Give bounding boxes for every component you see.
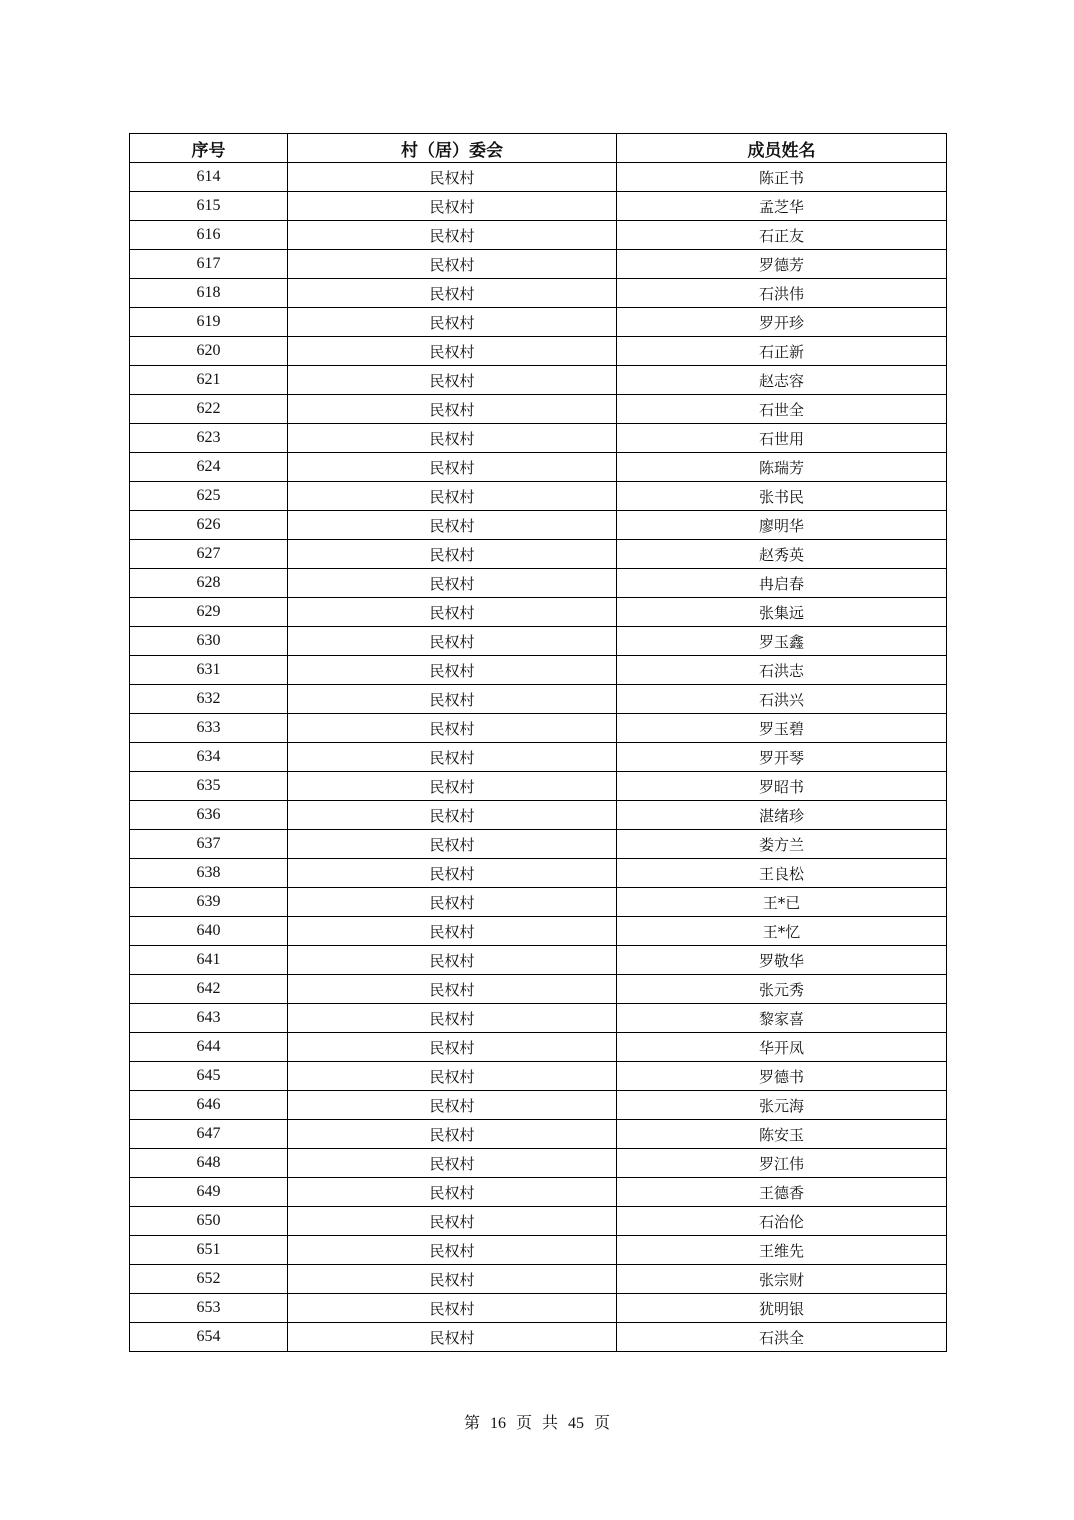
table-row: [130, 395, 947, 424]
cell-member-name: 华开凤: [617, 1033, 947, 1062]
cell-committee: 民权村: [288, 888, 617, 917]
table-row: [130, 830, 947, 859]
cell-seq: 643: [130, 1004, 288, 1033]
table-row: [130, 1091, 947, 1120]
footer-total-unit: 页: [594, 1413, 611, 1432]
table-row: [130, 975, 947, 1004]
cell-seq: 616: [130, 221, 288, 250]
table-row: [130, 917, 947, 946]
cell-committee: 民权村: [288, 1178, 617, 1207]
cell-member-name: 石洪伟: [617, 279, 947, 308]
cell-seq: 632: [130, 685, 288, 714]
cell-seq: 646: [130, 1091, 288, 1120]
table-row: [130, 163, 947, 192]
cell-committee: 民权村: [288, 482, 617, 511]
cell-member-name: 石洪兴: [617, 685, 947, 714]
cell-seq: 620: [130, 337, 288, 366]
cell-seq: 621: [130, 366, 288, 395]
cell-member-name: 娄方兰: [617, 830, 947, 859]
cell-seq: 617: [130, 250, 288, 279]
table-row: [130, 192, 947, 221]
table-row: [130, 627, 947, 656]
table-row: [130, 1004, 947, 1033]
cell-committee: 民权村: [288, 743, 617, 772]
table-row: [130, 279, 947, 308]
table-row: [130, 1149, 947, 1178]
cell-committee: 民权村: [288, 424, 617, 453]
cell-committee: 民权村: [288, 859, 617, 888]
cell-member-name: 罗敬华: [617, 946, 947, 975]
table-row: [130, 250, 947, 279]
cell-member-name: 张书民: [617, 482, 947, 511]
cell-committee: 民权村: [288, 540, 617, 569]
cell-seq: 650: [130, 1207, 288, 1236]
cell-committee: 民权村: [288, 598, 617, 627]
table-row: [130, 1207, 947, 1236]
cell-member-name: 罗玉鑫: [617, 627, 947, 656]
table-row: [130, 743, 947, 772]
table-header-row: [130, 134, 947, 163]
table-row: [130, 511, 947, 540]
table-row: [130, 1323, 947, 1352]
cell-member-name: 张宗财: [617, 1265, 947, 1294]
cell-seq: 625: [130, 482, 288, 511]
cell-seq: 649: [130, 1178, 288, 1207]
footer-total-pages: 45: [568, 1415, 585, 1432]
cell-member-name: 王良松: [617, 859, 947, 888]
cell-member-name: 冉启春: [617, 569, 947, 598]
table-row: [130, 453, 947, 482]
cell-member-name: 石世用: [617, 424, 947, 453]
table-row: [130, 714, 947, 743]
cell-seq: 626: [130, 511, 288, 540]
cell-committee: 民权村: [288, 917, 617, 946]
cell-seq: 652: [130, 1265, 288, 1294]
cell-committee: 民权村: [288, 279, 617, 308]
table-row: [130, 801, 947, 830]
header-committee: 村（居）委会: [288, 134, 617, 163]
cell-member-name: 罗昭书: [617, 772, 947, 801]
cell-member-name: 王*忆: [617, 917, 947, 946]
table-row: [130, 859, 947, 888]
table-row: [130, 366, 947, 395]
cell-seq: 623: [130, 424, 288, 453]
cell-member-name: 罗德书: [617, 1062, 947, 1091]
cell-committee: 民权村: [288, 685, 617, 714]
cell-member-name: 王德香: [617, 1178, 947, 1207]
cell-member-name: 石治伦: [617, 1207, 947, 1236]
cell-member-name: 石洪全: [617, 1323, 947, 1352]
cell-member-name: 陈安玉: [617, 1120, 947, 1149]
cell-seq: 635: [130, 772, 288, 801]
table-row: [130, 772, 947, 801]
cell-committee: 民权村: [288, 1004, 617, 1033]
cell-committee: 民权村: [288, 1207, 617, 1236]
cell-seq: 633: [130, 714, 288, 743]
cell-committee: 民权村: [288, 308, 617, 337]
cell-member-name: 罗玉碧: [617, 714, 947, 743]
cell-committee: 民权村: [288, 1120, 617, 1149]
cell-seq: 637: [130, 830, 288, 859]
cell-member-name: 张集远: [617, 598, 947, 627]
cell-committee: 民权村: [288, 1265, 617, 1294]
table-row: [130, 337, 947, 366]
cell-seq: 642: [130, 975, 288, 1004]
table-row: [130, 1120, 947, 1149]
member-table: [129, 133, 947, 1352]
table-row: [130, 540, 947, 569]
cell-seq: 639: [130, 888, 288, 917]
cell-member-name: 张元秀: [617, 975, 947, 1004]
cell-seq: 647: [130, 1120, 288, 1149]
cell-seq: 631: [130, 656, 288, 685]
cell-seq: 619: [130, 308, 288, 337]
cell-committee: 民权村: [288, 975, 617, 1004]
footer-prefix: 第: [463, 1413, 480, 1432]
cell-committee: 民权村: [288, 1294, 617, 1323]
cell-member-name: 罗江伟: [617, 1149, 947, 1178]
cell-member-name: 石世全: [617, 395, 947, 424]
cell-member-name: 黎家喜: [617, 1004, 947, 1033]
cell-member-name: 赵秀英: [617, 540, 947, 569]
cell-committee: 民权村: [288, 453, 617, 482]
cell-seq: 628: [130, 569, 288, 598]
cell-seq: 640: [130, 917, 288, 946]
cell-committee: 民权村: [288, 250, 617, 279]
footer-page-number: 16: [489, 1415, 506, 1432]
cell-seq: 654: [130, 1323, 288, 1352]
cell-committee: 民权村: [288, 395, 617, 424]
cell-member-name: 张元海: [617, 1091, 947, 1120]
cell-committee: 民权村: [288, 801, 617, 830]
cell-seq: 645: [130, 1062, 288, 1091]
cell-seq: 648: [130, 1149, 288, 1178]
cell-committee: 民权村: [288, 163, 617, 192]
cell-member-name: 罗开珍: [617, 308, 947, 337]
cell-seq: 630: [130, 627, 288, 656]
table-row: [130, 888, 947, 917]
cell-member-name: 犹明银: [617, 1294, 947, 1323]
cell-seq: 618: [130, 279, 288, 308]
cell-member-name: 王维先: [617, 1236, 947, 1265]
cell-committee: 民权村: [288, 1323, 617, 1352]
cell-seq: 653: [130, 1294, 288, 1323]
cell-committee: 民权村: [288, 1236, 617, 1265]
cell-seq: 651: [130, 1236, 288, 1265]
table-row: [130, 221, 947, 250]
table-row: [130, 424, 947, 453]
footer-page-unit: 页: [515, 1413, 532, 1432]
cell-committee: 民权村: [288, 337, 617, 366]
cell-committee: 民权村: [288, 1033, 617, 1062]
cell-member-name: 石洪志: [617, 656, 947, 685]
table-row: [130, 1236, 947, 1265]
cell-member-name: 石正新: [617, 337, 947, 366]
cell-member-name: 石正友: [617, 221, 947, 250]
cell-seq: 641: [130, 946, 288, 975]
cell-committee: 民权村: [288, 946, 617, 975]
table-row: [130, 946, 947, 975]
table-row: [130, 598, 947, 627]
cell-committee: 民权村: [288, 366, 617, 395]
cell-committee: 民权村: [288, 1149, 617, 1178]
cell-seq: 614: [130, 163, 288, 192]
cell-member-name: 廖明华: [617, 511, 947, 540]
cell-member-name: 王*已: [617, 888, 947, 917]
table-row: [130, 1178, 947, 1207]
cell-member-name: 湛绪珍: [617, 801, 947, 830]
cell-committee: 民权村: [288, 830, 617, 859]
table-row: [130, 1062, 947, 1091]
cell-member-name: 赵志容: [617, 366, 947, 395]
cell-seq: 636: [130, 801, 288, 830]
table-row: [130, 1294, 947, 1323]
cell-seq: 627: [130, 540, 288, 569]
cell-committee: 民权村: [288, 192, 617, 221]
cell-seq: 638: [130, 859, 288, 888]
cell-committee: 民权村: [288, 569, 617, 598]
cell-committee: 民权村: [288, 714, 617, 743]
cell-committee: 民权村: [288, 772, 617, 801]
header-seq: 序号: [130, 134, 288, 163]
cell-seq: 644: [130, 1033, 288, 1062]
cell-member-name: 孟芝华: [617, 192, 947, 221]
header-member-name: 成员姓名: [617, 134, 947, 163]
table-row: [130, 1033, 947, 1062]
cell-committee: 民权村: [288, 1091, 617, 1120]
table-row: [130, 685, 947, 714]
cell-committee: 民权村: [288, 221, 617, 250]
cell-seq: 629: [130, 598, 288, 627]
table-row: [130, 482, 947, 511]
cell-seq: 622: [130, 395, 288, 424]
cell-member-name: 罗德芳: [617, 250, 947, 279]
cell-member-name: 陈正书: [617, 163, 947, 192]
cell-member-name: 罗开琴: [617, 743, 947, 772]
cell-committee: 民权村: [288, 511, 617, 540]
cell-seq: 634: [130, 743, 288, 772]
table-row: [130, 569, 947, 598]
cell-seq: 615: [130, 192, 288, 221]
table-body: [130, 163, 947, 1352]
table-row: [130, 1265, 947, 1294]
footer-total-word: 共: [542, 1413, 559, 1432]
table-row: [130, 308, 947, 337]
cell-committee: 民权村: [288, 1062, 617, 1091]
page-footer: [0, 1410, 1074, 1433]
cell-member-name: 陈瑞芳: [617, 453, 947, 482]
cell-committee: 民权村: [288, 627, 617, 656]
cell-seq: 624: [130, 453, 288, 482]
table-row: [130, 656, 947, 685]
cell-committee: 民权村: [288, 656, 617, 685]
